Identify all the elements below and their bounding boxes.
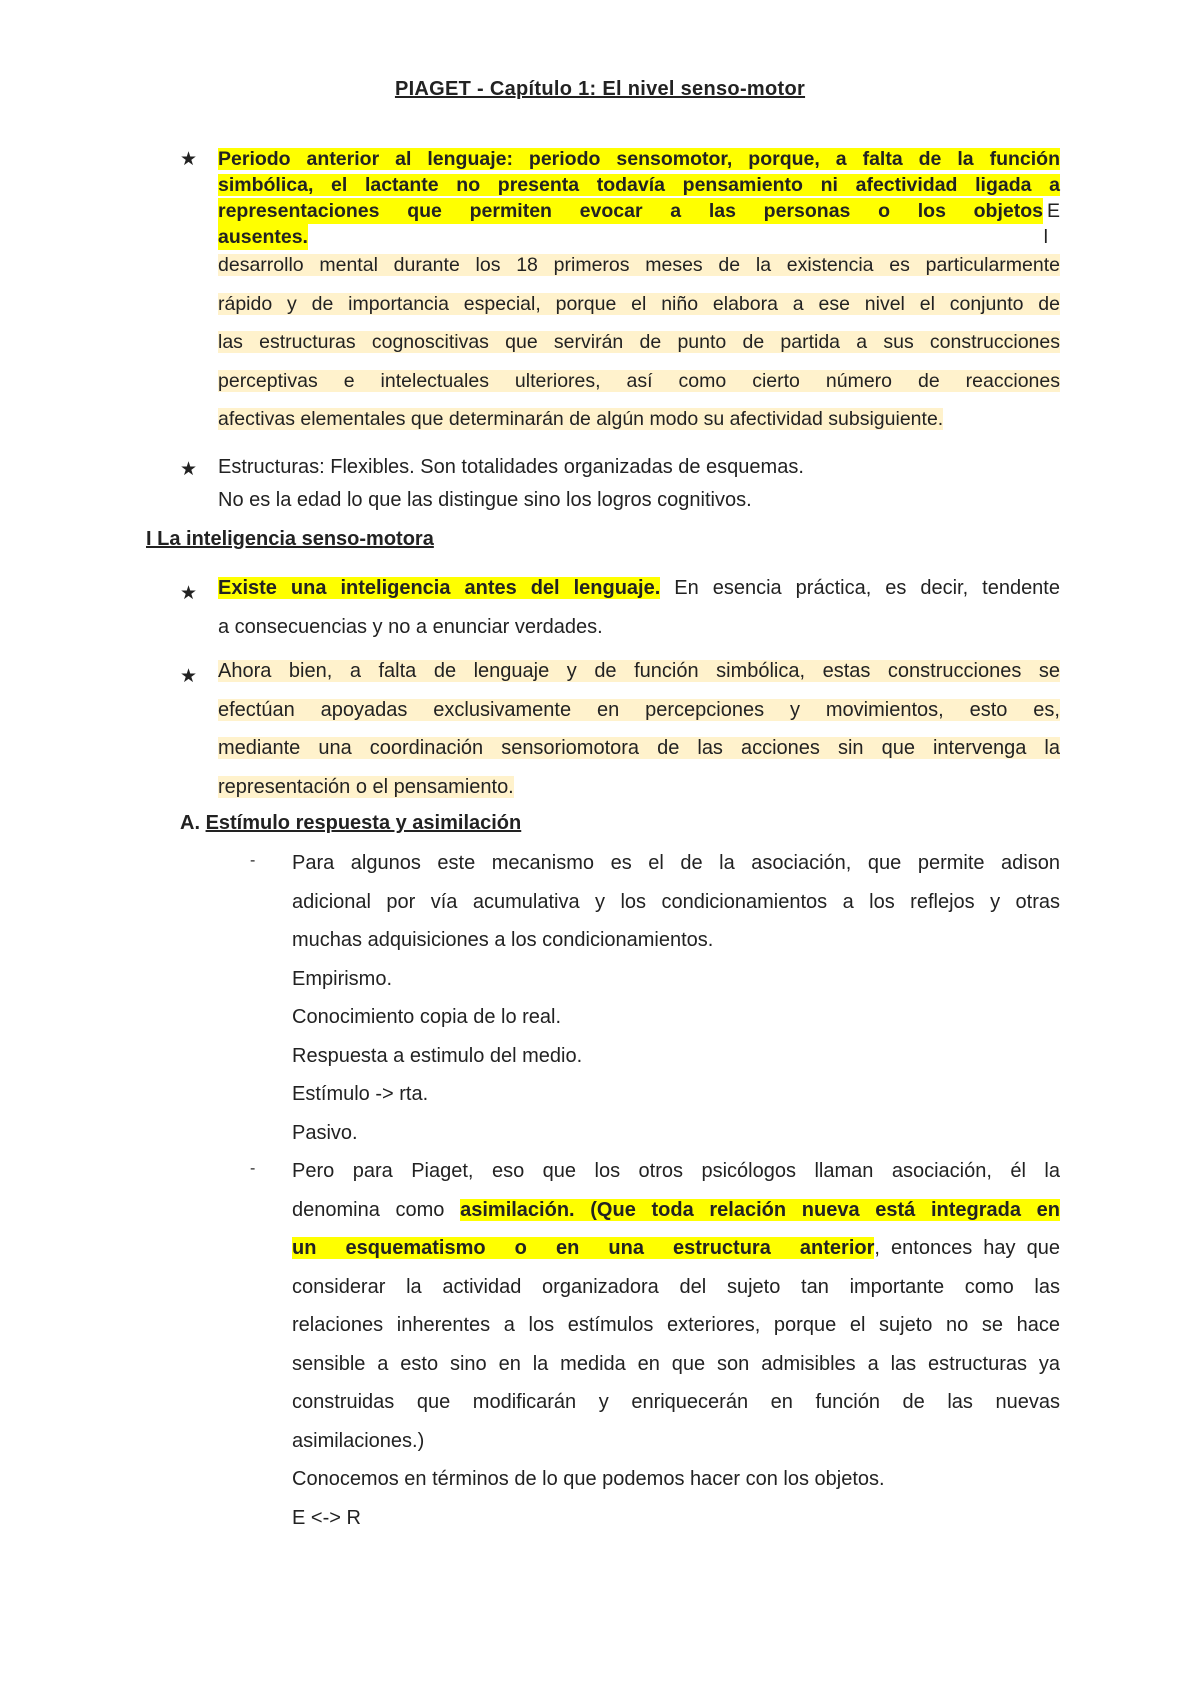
star-bullet-icon: ★ (180, 583, 198, 604)
star-bullet-icon: ★ (180, 666, 198, 687)
dash-bullet: - (250, 1160, 256, 1177)
bullet-periodo-anterior (180, 146, 1060, 439)
bullet-existe-inteligencia: ★ Existe una inteligencia antes del lenguaje. En esencia práctica, es decir, tendente a consecuencias y no a enunciar verdades. (180, 577, 1060, 638)
dash-item-asimilacion: - Pero para Piaget, eso que los otros psicólogos llaman asociación, él la denomina como asimilación. (Que toda relación nueva está integrada en un esquematismo o en una estructura anterior, entonces hay que considerar la actividad organizadora del sujeto tan importante como las relaciones inherentes a los estímulos exteriores, porque el sujeto no se hace sensible a esto sino en la medida en que son admisibles a las estructuras ya construidas que modificarán y enriquecerán en función de las nuevas asimilaciones.) Conocemos en términos de lo que podemos hacer con los objetos. E <-> R (250, 1160, 1060, 1529)
page-title: PIAGET - Capítulo 1: El nivel senso-motor (394, 78, 806, 100)
star-bullet-icon: ★ (180, 149, 198, 170)
bullet-ahora-bien: ★ Ahora bien, a falta de lenguaje y de función simbólica, estas construcciones se efectúan apoyadas exclusivamente en percepciones y movimientos, esto es, mediante una coordinación sensoriomotora de las acciones sin que intervenga la representación o el pensamiento. (180, 660, 1060, 798)
bullet-bold-text: Periodo anterior al lenguaje: periodo sensomotor, porque, a falta de la función simbólica, el lactante no presenta todavía pensamiento ni afectividad ligada a representaciones que permiten evocar a las personas o los objetos E ausentes. l (218, 148, 1060, 248)
bullet-estructuras: ★ Estructuras: Flexibles. Son totalidades organizadas de esquemas. No es la edad lo que las distingue sino los logros cognitivos. (180, 451, 1060, 517)
bullet-body-text: desarrollo mental durante los 18 primeros meses de la existencia es particularmente rápido y de importancia especial, porque el niño elabora a ese nivel el conjunto de las estructuras cognoscitivas que servirán de punto de partida a sus construcciones perceptivas e intelectuales ulteriores, así como cierto número de reacciones afectivas elementales que determinarán de algún modo su afectividad subsiguiente. (218, 254, 1060, 430)
section-heading: I La inteligencia senso-motora (146, 528, 434, 550)
subsection-heading-a: A. Estímulo respuesta y asimilación (180, 812, 522, 834)
star-bullet-icon: ★ (180, 459, 198, 480)
dash-item-asociacion: - Para algunos este mecanismo es el de la asociación, que permite adison adicional por vía acumulativa y los condicionamientos a los reflejos y otras muchas adquisiciones a los condicionamientos. Empirismo. Conocimiento copia de lo real. Respuesta a estimulo del medio. Estímulo -> rta. Pasivo. (250, 852, 1060, 1144)
dash-bullet: - (250, 852, 256, 869)
